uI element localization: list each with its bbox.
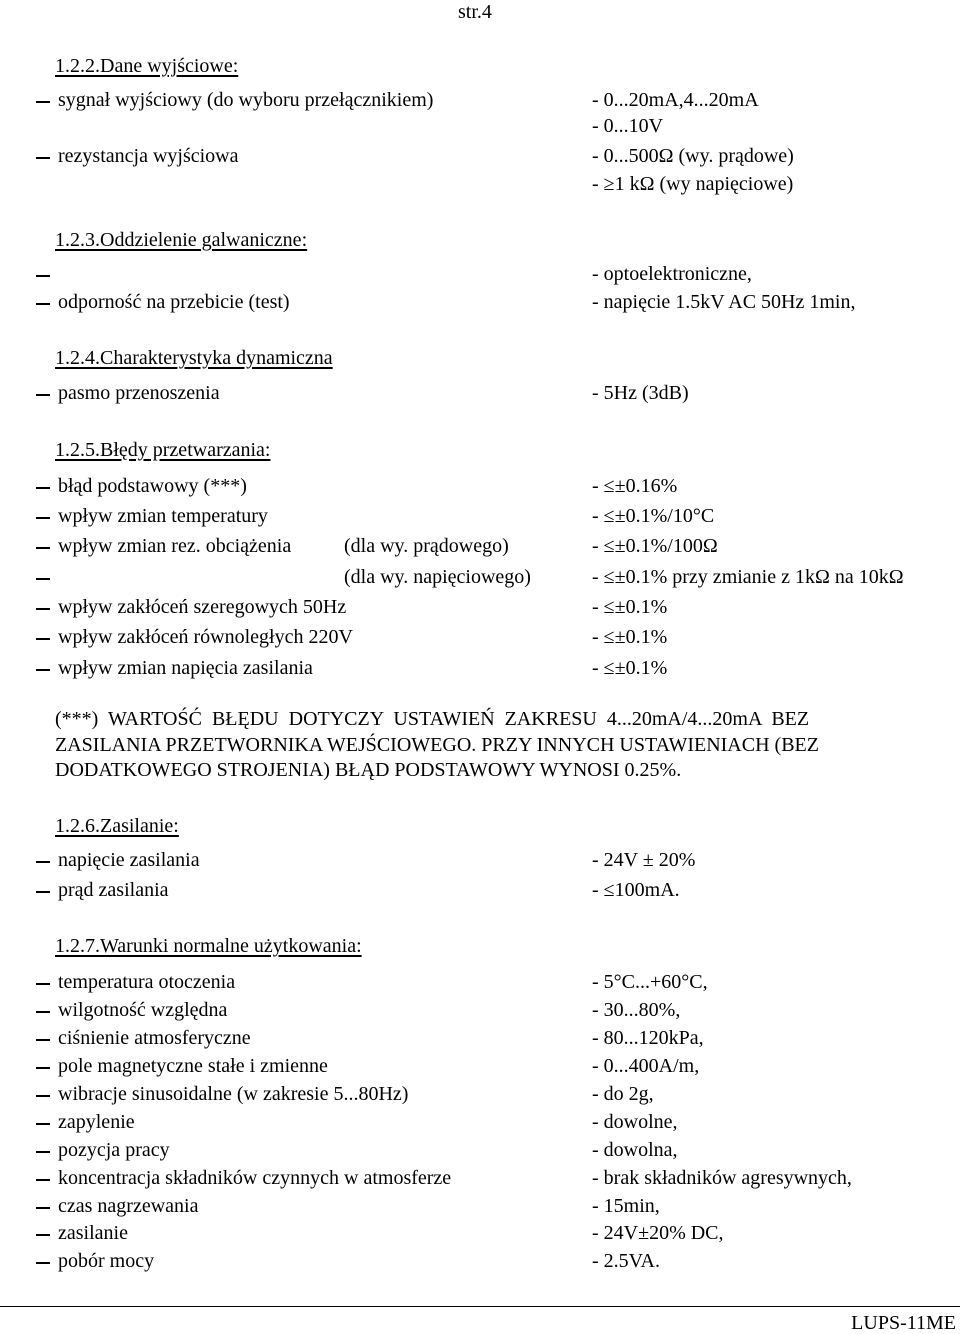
condition-value: - 30...80%,	[592, 999, 681, 1021]
output-resistance-value-2: - ≥1 kΩ (wy napięciowe)	[592, 173, 794, 195]
bandwidth-label: pasmo przenoszenia	[58, 382, 220, 404]
condition-value: - 15min,	[592, 1195, 660, 1217]
condition-label: zapylenie	[58, 1111, 135, 1133]
list-dash	[36, 638, 50, 640]
section-heading-errors: 1.2.5.Błędy przetwarzania:	[55, 439, 271, 461]
list-dash	[36, 1234, 50, 1236]
condition-value: - 80...120kPa,	[592, 1027, 704, 1049]
basic-error-label: błąd podstawowy (***)	[58, 475, 247, 497]
supply-influence-value: - ≤±0.1%	[592, 657, 668, 679]
condition-label: pozycja pracy	[58, 1139, 170, 1161]
list-dash	[36, 1151, 50, 1153]
list-dash	[36, 517, 50, 519]
condition-label: temperatura otoczenia	[58, 971, 236, 993]
section-heading-dynamics: 1.2.4.Charakterystyka dynamiczna	[55, 347, 333, 369]
supply-current-label: prąd zasilania	[58, 879, 169, 901]
note-line-2: ZASILANIA PRZETWORNIKA WEJŚCIOWEGO. PRZY INNYCH USTAWIENIACH (BEZ	[55, 734, 819, 756]
list-dash	[36, 1011, 50, 1013]
condition-value: - dowolne,	[592, 1111, 678, 1133]
supply-current-value: - ≤100mA.	[592, 879, 680, 901]
condition-value: - 0...400A/m,	[592, 1055, 700, 1077]
load-influence-current-note: (dla wy. prądowego)	[344, 535, 509, 557]
supply-voltage-label: napięcie zasilania	[58, 849, 200, 871]
footer-document-code: LUPS-11ME	[851, 1312, 956, 1334]
temperature-influence-value: - ≤±0.1%/10°C	[592, 505, 715, 527]
list-dash	[36, 1262, 50, 1264]
supply-voltage-value: - 24V ± 20%	[592, 849, 696, 871]
bandwidth-value: - 5Hz (3dB)	[592, 382, 689, 404]
basic-error-value: - ≤±0.16%	[592, 475, 678, 497]
output-signal-value-2: - 0...10V	[592, 115, 664, 137]
list-dash	[36, 394, 50, 396]
condition-label: koncentracja składników czynnych w atmosferze	[58, 1167, 452, 1189]
list-dash	[36, 578, 50, 580]
condition-value: - 5°C...+60°C,	[592, 971, 708, 993]
isolation-type-value: - optoelektroniczne,	[592, 263, 752, 285]
condition-label: czas nagrzewania	[58, 1195, 199, 1217]
temperature-influence-label: wpływ zmian temperatury	[58, 505, 268, 527]
list-dash	[36, 861, 50, 863]
list-dash	[36, 487, 50, 489]
load-influence-current-value: - ≤±0.1%/100Ω	[592, 535, 718, 557]
section-heading-conditions: 1.2.7.Warunki normalne użytkowania:	[55, 935, 362, 957]
list-dash	[36, 1179, 50, 1181]
parallel-interference-value: - ≤±0.1%	[592, 626, 668, 648]
section-heading-supply: 1.2.6.Zasilanie:	[55, 815, 179, 837]
condition-label: zasilanie	[58, 1222, 128, 1244]
condition-label: ciśnienie atmosferyczne	[58, 1027, 251, 1049]
breakdown-label: odporność na przebicie (test)	[58, 291, 290, 313]
section-heading-output: 1.2.2.Dane wyjściowe:	[55, 55, 239, 77]
condition-value: - dowolna,	[592, 1139, 678, 1161]
condition-label: wibracje sinusoidalne (w zakresie 5...80Hz)	[58, 1083, 409, 1105]
condition-label: pole magnetyczne stałe i zmienne	[58, 1055, 328, 1077]
series-interference-label: wpływ zakłóceń szeregowych 50Hz	[58, 596, 347, 618]
load-influence-voltage-value: - ≤±0.1% przy zmianie z 1kΩ na 10kΩ	[592, 566, 904, 588]
list-dash	[36, 891, 50, 893]
condition-label: pobór mocy	[58, 1250, 155, 1272]
section-heading-isolation: 1.2.3.Oddzielenie galwaniczne:	[55, 229, 308, 251]
page-number: str.4	[458, 1, 492, 23]
parallel-interference-label: wpływ zakłóceń równoległych 220V	[58, 626, 353, 648]
load-influence-voltage-note: (dla wy. napięciowego)	[344, 566, 531, 588]
output-signal-value: - 0...20mA,4...20mA	[592, 89, 759, 111]
breakdown-value: - napięcie 1.5kV AC 50Hz 1min,	[592, 291, 856, 313]
list-dash	[36, 1039, 50, 1041]
list-dash	[36, 303, 50, 305]
list-dash	[36, 1123, 50, 1125]
condition-value: - 24V±20% DC,	[592, 1222, 724, 1244]
list-dash	[36, 1207, 50, 1209]
note-line-3: DODATKOWEGO STROJENIA) BŁĄD PODSTAWOWY WYNOSI 0.25%.	[55, 759, 682, 781]
supply-influence-label: wpływ zmian napięcia zasilania	[58, 657, 313, 679]
output-signal-label: sygnał wyjściowy (do wyboru przełącznikiem)	[58, 89, 434, 111]
footer-divider	[0, 1306, 960, 1307]
list-dash	[36, 275, 50, 277]
list-dash	[36, 1067, 50, 1069]
condition-value: - 2.5VA.	[592, 1250, 660, 1272]
list-dash	[36, 101, 50, 103]
output-resistance-value: - 0...500Ω (wy. prądowe)	[592, 145, 794, 167]
note-line-1: (***) WARTOŚĆ BŁĘDU DOTYCZY USTAWIEŃ ZAKRESU 4...20mA/4...20mA BEZ	[55, 708, 810, 730]
list-dash	[36, 157, 50, 159]
condition-label: wilgotność względna	[58, 999, 228, 1021]
list-dash	[36, 983, 50, 985]
list-dash	[36, 669, 50, 671]
list-dash	[36, 1095, 50, 1097]
load-influence-label: wpływ zmian rez. obciążenia	[58, 535, 292, 557]
list-dash	[36, 547, 50, 549]
condition-value: - do 2g,	[592, 1083, 654, 1105]
series-interference-value: - ≤±0.1%	[592, 596, 668, 618]
condition-value: - brak składników agresywnych,	[592, 1167, 852, 1189]
output-resistance-label: rezystancja wyjściowa	[58, 145, 239, 167]
list-dash	[36, 608, 50, 610]
